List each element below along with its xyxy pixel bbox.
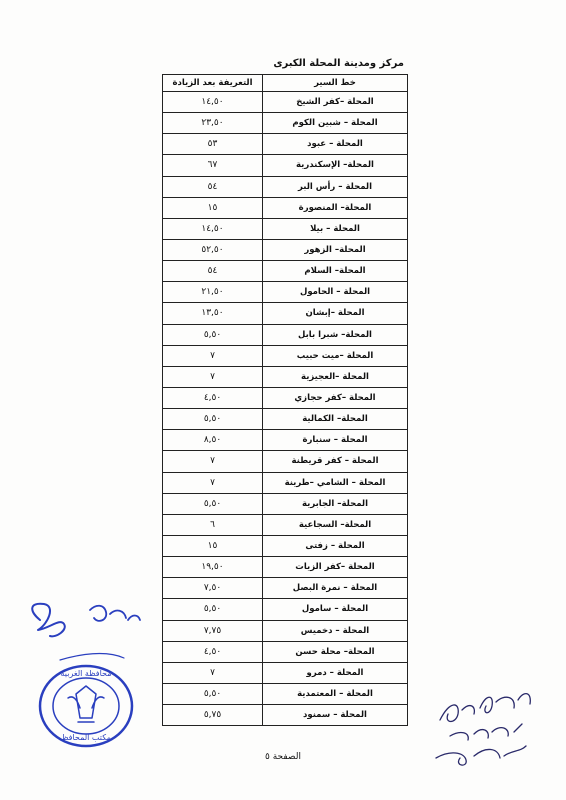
route-cell: المحلة – شبين الكوم <box>263 113 408 134</box>
route-cell: المحلة– الإسكندرية <box>263 155 408 176</box>
table-row <box>163 282 408 303</box>
fare-cell: ٧ <box>163 451 263 472</box>
fare-cell: ٢١,٥٠ <box>163 282 263 303</box>
route-cell: المحلة – سامول <box>263 599 408 620</box>
fare-cell: ٤,٥٠ <box>163 387 263 408</box>
route-cell: المحلة – عبود <box>263 134 408 155</box>
route-cell: المحلة –إبشان <box>263 303 408 324</box>
fare-cell: ١٤,٥٠ <box>163 218 263 239</box>
route-cell: المحلة –العجيزية <box>263 366 408 387</box>
fare-cell: ٧ <box>163 345 263 366</box>
tariff-table <box>162 74 408 726</box>
fare-cell: ١٣,٥٠ <box>163 303 263 324</box>
column-header-fare: التعريفة بعد الزيادة <box>163 75 263 92</box>
table-row <box>163 620 408 641</box>
table-row <box>163 451 408 472</box>
route-cell: المحلة – سمنود <box>263 705 408 726</box>
table-row <box>163 409 408 430</box>
fare-cell: ٧,٧٥ <box>163 620 263 641</box>
fare-cell: ٧,٥٠ <box>163 578 263 599</box>
table-row <box>163 197 408 218</box>
route-cell: المحلة– الكمالية <box>263 409 408 430</box>
table-row <box>163 324 408 345</box>
column-header-route: خط السير <box>263 75 408 92</box>
route-cell: المحلة – الشامي –طرينة <box>263 472 408 493</box>
table-row <box>163 557 408 578</box>
route-cell: المحلة– شبرا بابل <box>263 324 408 345</box>
table-header-row <box>163 75 408 92</box>
table-row <box>163 430 408 451</box>
table-body <box>163 92 408 726</box>
route-cell: المحلة – زفتى <box>263 535 408 556</box>
document-heading: مركز ومدينة المحلة الكبرى <box>273 58 404 69</box>
route-cell: المحلة – بيلا <box>263 218 408 239</box>
table-row <box>163 113 408 134</box>
fare-cell: ١٩,٥٠ <box>163 557 263 578</box>
route-cell: المحلة– الجابرية <box>263 493 408 514</box>
fare-cell: ٥٤ <box>163 261 263 282</box>
table-row <box>163 303 408 324</box>
route-cell: المحلة – دخميس <box>263 620 408 641</box>
route-cell: المحلة– الزهور <box>263 239 408 260</box>
table-row <box>163 92 408 113</box>
route-cell: المحلة – الحامول <box>263 282 408 303</box>
fare-cell: ٥,٥٠ <box>163 599 263 620</box>
route-cell: المحلة– السجاعية <box>263 514 408 535</box>
route-cell: المحلة – سنبارة <box>263 430 408 451</box>
table-row <box>163 535 408 556</box>
table-row <box>163 218 408 239</box>
route-cell: المحلة –كفر الشيخ <box>263 92 408 113</box>
table-row <box>163 599 408 620</box>
route-cell: المحلة– المنصورة <box>263 197 408 218</box>
table-row <box>163 345 408 366</box>
route-cell: المحلة – رأس البر <box>263 176 408 197</box>
fare-cell: ٥٤ <box>163 176 263 197</box>
fare-cell: ٦ <box>163 514 263 535</box>
official-stamp <box>20 598 150 748</box>
table-row <box>163 493 408 514</box>
route-cell: المحلة –كفر الزيات <box>263 557 408 578</box>
fare-cell: ٥,٥٠ <box>163 324 263 345</box>
table-row <box>163 134 408 155</box>
table-row <box>163 261 408 282</box>
table-row <box>163 366 408 387</box>
fare-cell: ٥,٥٠ <box>163 409 263 430</box>
fare-cell: ٢٣,٥٠ <box>163 113 263 134</box>
fare-cell: ٥٢,٥٠ <box>163 239 263 260</box>
table-row <box>163 705 408 726</box>
fare-cell: ٦٧ <box>163 155 263 176</box>
fare-cell: ٧ <box>163 366 263 387</box>
route-cell: المحلة– السلام <box>263 261 408 282</box>
route-cell: المحلة –ميت حبيب <box>263 345 408 366</box>
route-cell: المحلة– محلة حسن <box>263 641 408 662</box>
table-row <box>163 578 408 599</box>
fare-cell: ١٥ <box>163 535 263 556</box>
stamp-bottom-text: مكتب المحافظ <box>61 733 111 742</box>
route-cell: المحلة –كفر حجازي <box>263 387 408 408</box>
stamp-ring-text: محافظة الغربية <box>60 669 112 678</box>
table-row <box>163 662 408 683</box>
fare-cell: ١٤,٥٠ <box>163 92 263 113</box>
table-row <box>163 239 408 260</box>
fare-cell: ٧ <box>163 472 263 493</box>
fare-cell: ١٥ <box>163 197 263 218</box>
route-cell: المحلة – كفر قريطنة <box>263 451 408 472</box>
fare-cell: ٥,٥٠ <box>163 493 263 514</box>
table-row <box>163 641 408 662</box>
table-row <box>163 472 408 493</box>
fare-cell: ٥,٥٠ <box>163 683 263 704</box>
page-number: الصفحة ٥ <box>265 752 301 762</box>
route-cell: المحلة – نمرة البصل <box>263 578 408 599</box>
route-cell: المحلة – دمرو <box>263 662 408 683</box>
table-row <box>163 514 408 535</box>
fare-cell: ٧ <box>163 662 263 683</box>
table-row <box>163 155 408 176</box>
fare-cell: ٥٣ <box>163 134 263 155</box>
route-cell: المحلة – المعتمدية <box>263 683 408 704</box>
fare-cell: ٤,٥٠ <box>163 641 263 662</box>
table-row <box>163 176 408 197</box>
table-row <box>163 683 408 704</box>
fare-cell: ٥,٧٥ <box>163 705 263 726</box>
table-row <box>163 387 408 408</box>
fare-cell: ٨,٥٠ <box>163 430 263 451</box>
